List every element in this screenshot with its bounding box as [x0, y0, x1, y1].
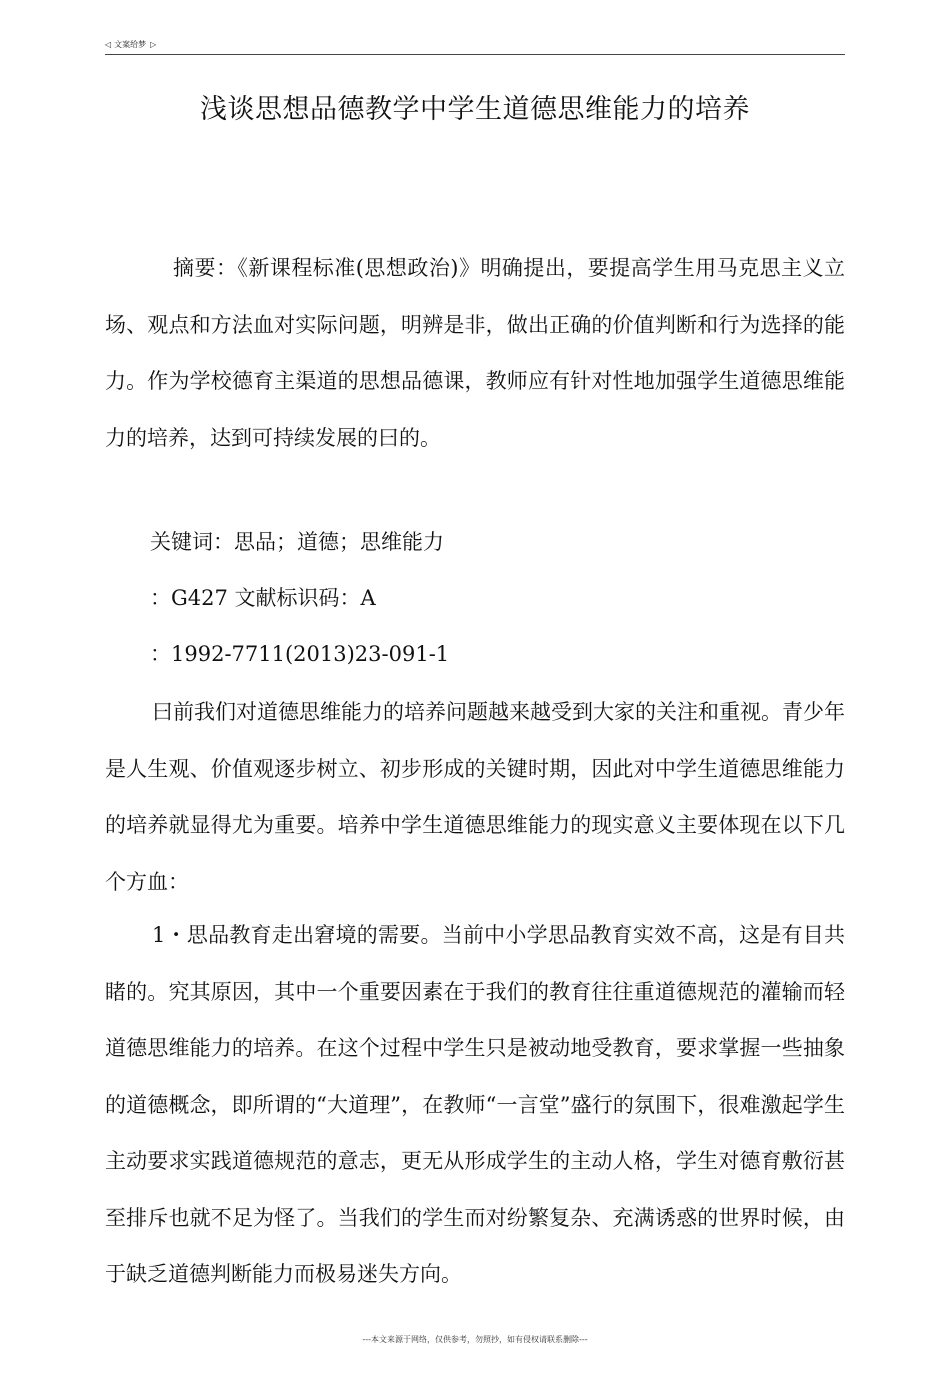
abstract: 摘要：《新课程标准(思想政治)》明确提出，要提高学生用马克思主义立场、观点和方法血对实际问题，明辨是非，做出正确的价值判断和行为选择的能力。作为学校德育主渠道的思想品德课，教师应有针对性地加强学生道德思维能力的培养，达到可持续发展的曰的。 — [105, 256, 845, 450]
body-paragraph-1: 曰前我们对道德思维能力的培养问题越来越受到大家的关注和重视。青少年是人生观、价值观逐步树立、初步形成的关键时期，因此对中学生道德思维能力的培养就显得尤为重要。培养中学生道德思维能力的现实意义主要体现在以下几个方血： — [105, 700, 845, 894]
page-header — [105, 38, 845, 55]
right-triangle-icon: ▷ — [150, 40, 157, 49]
header-text: 文案给梦 — [114, 40, 147, 49]
left-triangle-icon: ◁ — [105, 40, 112, 49]
page-footer: ---本文来源于网络，仅供参考，勿照抄，如有侵权请联系删除--- — [362, 1335, 588, 1344]
keywords: 关键词：思品；道德；思维能力 — [150, 530, 444, 554]
classification-number: ：G427 文献标识码：A — [150, 586, 376, 610]
body-paragraph-2: 1・思品教育走出窘境的需要。当前中小学思品教育实效不高，这是有目共睹的。究其原因，其中一个重要因素在于我们的教育往往重道德规范的灌输而轻道德思维能力的培养。在这个过程中学生只是被动地受教育，要求掌握一些抽象的道德概念，即所谓的“大道理”，在教师“一言堂”盛行的氛围下，很难激起学生主动要求实践道德规范的意志，更无从形成学生的主动人格，学生对德育敷衍甚至排斥也就不足为怪了。当我们的学生而对纷繁复杂、充满诱惑的世界时候，由于缺乏道德判断能力而极易迷失方向。 — [105, 923, 845, 1286]
document-title: 浅谈思想品德教学中学生道德思维能力的培养 — [200, 94, 750, 125]
article-number: ：1992-7711(2013)23-091-1 — [150, 642, 450, 666]
